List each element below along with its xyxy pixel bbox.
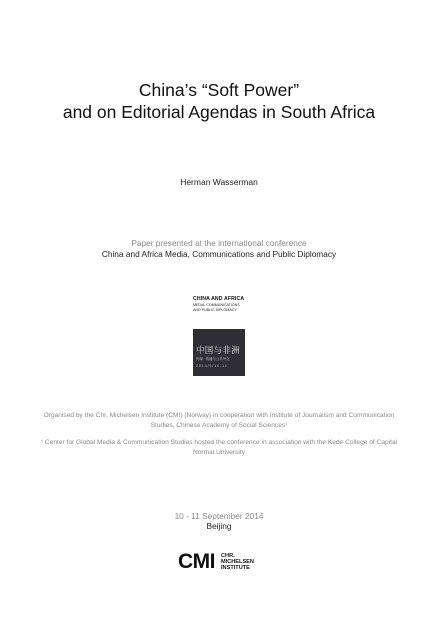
logo-wordmark: [221, 553, 254, 571]
conference-poster: [193, 296, 245, 376]
logo-line-1: CHR.: [221, 553, 235, 559]
logo-mark: CMI: [178, 550, 215, 573]
poster-date-strip: 2014/9/10-11: [196, 364, 228, 368]
poster-dark-panel: [193, 329, 245, 376]
logo-line-2: MICHELSEN: [221, 559, 254, 565]
poster-chinese-subtitle: 传媒 · 传播与公共外交: [196, 357, 230, 361]
conference-intro: Paper presented at the international conference: [131, 238, 307, 248]
poster-subtitle-1: MEDIA, COMMUNICATIONS: [193, 303, 240, 307]
poster-title: CHINA AND AFRICA: [193, 296, 245, 302]
poster-chinese-title: 中国与非洲: [196, 346, 241, 356]
organiser-statement: Organised by the Chr. Michelsen Institute (CMI) (Norway) in cooperation with Institute of Journalism and Communication Studies, Chinese Academy of Social Sciences¹: [43, 412, 395, 429]
logo-line-3: INSTITUTE: [221, 565, 250, 571]
title-line-2: and on Editorial Agendas in South Africa: [62, 102, 376, 122]
title-line-1: China’s “Soft Power”: [138, 80, 300, 100]
conference-dates: 10 - 11 September 2014: [174, 511, 264, 521]
conference-city: Beijing: [206, 521, 232, 531]
author-name: Herman Wasserman: [180, 177, 258, 187]
conference-name: China and Africa Media, Communications and Public Diplomacy: [101, 249, 337, 259]
poster-subtitle-2: AND PUBLIC DIPLOMACY: [193, 308, 237, 313]
footnote: ¹ Center for Global Media & Communication Studies hosted the conference in association with the Kede College of Capital Normal University: [40, 439, 398, 456]
